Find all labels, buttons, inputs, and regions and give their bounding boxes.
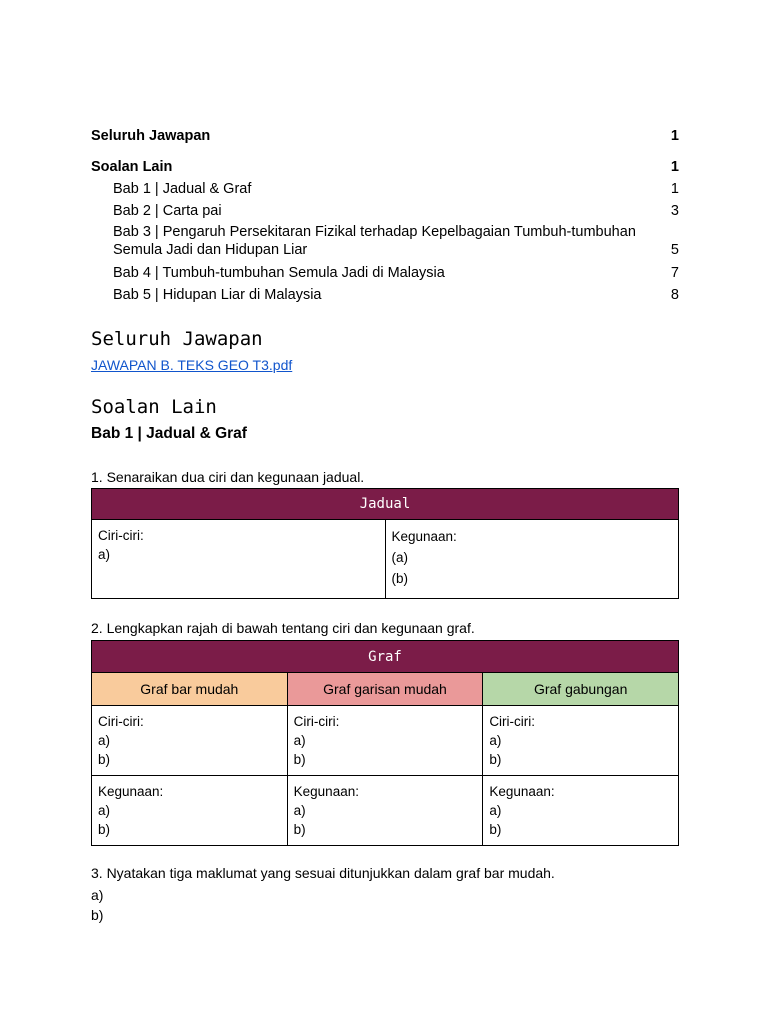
answer-a: a) [98, 547, 111, 562]
toc-sub-entry-page: 3 [670, 203, 679, 219]
question-2-text: 2. Lengkapkan rajah di bawah tentang ciri dan kegunaan graf. [91, 620, 475, 636]
answer-b: b) [98, 752, 111, 767]
section-heading-seluruh-jawapan: Seluruh Jawapan [91, 328, 263, 350]
answer-b: b) [293, 822, 306, 837]
toc-sub-entry[interactable] [91, 197, 679, 219]
answer-a: a) [91, 887, 104, 903]
chapter-subheading: Bab 1 | Jadual & Graf [91, 425, 247, 442]
column-header-graf-bar-mudah: Graf bar mudah [92, 673, 288, 706]
kegunaan-label: Kegunaan: [98, 784, 164, 799]
column-header-graf-gabungan: Graf gabungan [483, 673, 679, 706]
toc-sub-entry-page: 8 [670, 287, 679, 303]
answer-a: a) [293, 733, 306, 748]
toc-entry-page: 1 [670, 128, 679, 144]
ciri-cell[interactable] [92, 706, 288, 776]
answer-b: b) [489, 822, 502, 837]
answer-a: a) [98, 803, 111, 818]
graf-table [91, 640, 679, 846]
toc-sub-entry-page: 1 [670, 181, 679, 197]
toc-sub-entry-page: 7 [670, 265, 679, 281]
jadual-table-title: Jadual [92, 489, 679, 520]
toc-sub-entry[interactable] [91, 259, 679, 281]
toc-sub-entry-page: 5 [670, 242, 679, 258]
answer-a: a) [489, 803, 502, 818]
answer-b: b) [489, 752, 502, 767]
toc-entry-label: Seluruh Jawapan [91, 128, 211, 144]
toc-sub-entry[interactable] [91, 281, 679, 303]
answer-b: b) [293, 752, 306, 767]
toc-sub-entry-label: Bab 5 | Hidupan Liar di Malaysia [113, 287, 322, 303]
kegunaan-cell[interactable] [287, 776, 483, 846]
toc-entry-label: Soalan Lain [91, 159, 173, 175]
ciri-label: Ciri-ciri: [98, 714, 144, 729]
answer-a: a) [98, 733, 111, 748]
toc-sub-entry-label: Bab 4 | Tumbuh-tumbuhan Semula Jadi di Malaysia [113, 265, 445, 281]
answer-a: a) [489, 733, 502, 748]
toc-sub-entry-label: Bab 1 | Jadual & Graf [113, 181, 252, 197]
toc-entry-page: 1 [670, 159, 679, 175]
column-header-graf-garisan-mudah: Graf garisan mudah [287, 673, 483, 706]
kegunaan-label: Kegunaan: [391, 529, 457, 544]
ciri-cell[interactable] [287, 706, 483, 776]
toc-entry[interactable] [91, 153, 679, 175]
answer-pdf-link[interactable]: JAWAPAN B. TEKS GEO T3.pdf [91, 357, 293, 373]
answer-b: b) [98, 822, 111, 837]
answer-a: a) [293, 803, 306, 818]
section-heading-soalan-lain: Soalan Lain [91, 396, 217, 418]
kegunaan-cell[interactable] [92, 776, 288, 846]
ciri-label: Ciri-ciri: [293, 714, 340, 729]
question-1-text: 1. Senaraikan dua ciri dan kegunaan jadual. [91, 469, 365, 485]
answer-b: b) [91, 907, 104, 923]
kegunaan-label: Kegunaan: [293, 784, 359, 799]
kegunaan-label: Kegunaan: [489, 784, 555, 799]
toc-sub-entry-label: Bab 3 | Pengaruh Persekitaran Fizikal terhadap Kepelbagaian Tumbuh-tumbuhan Semula Jadi dan Hidupan Liar [113, 224, 636, 258]
toc-sub-entry[interactable] [91, 175, 679, 197]
jadual-ciri-cell[interactable] [92, 520, 386, 599]
graf-table-title: Graf [92, 641, 679, 673]
table-of-contents [91, 122, 679, 303]
ciri-cell[interactable] [483, 706, 679, 776]
ciri-label: Ciri-ciri: [489, 714, 536, 729]
jadual-kegunaan-cell[interactable] [385, 520, 679, 599]
question-3-text: 3. Nyatakan tiga maklumat yang sesuai ditunjukkan dalam graf bar mudah. [91, 865, 555, 881]
answer-a: (a) [391, 550, 408, 565]
jadual-table [91, 488, 679, 599]
toc-sub-entry[interactable] [91, 219, 679, 259]
answer-b: (b) [391, 571, 408, 586]
toc-entry[interactable] [91, 122, 679, 144]
ciri-label: Ciri-ciri: [98, 528, 144, 543]
kegunaan-cell[interactable] [483, 776, 679, 846]
toc-sub-entry-label: Bab 2 | Carta pai [113, 203, 222, 219]
